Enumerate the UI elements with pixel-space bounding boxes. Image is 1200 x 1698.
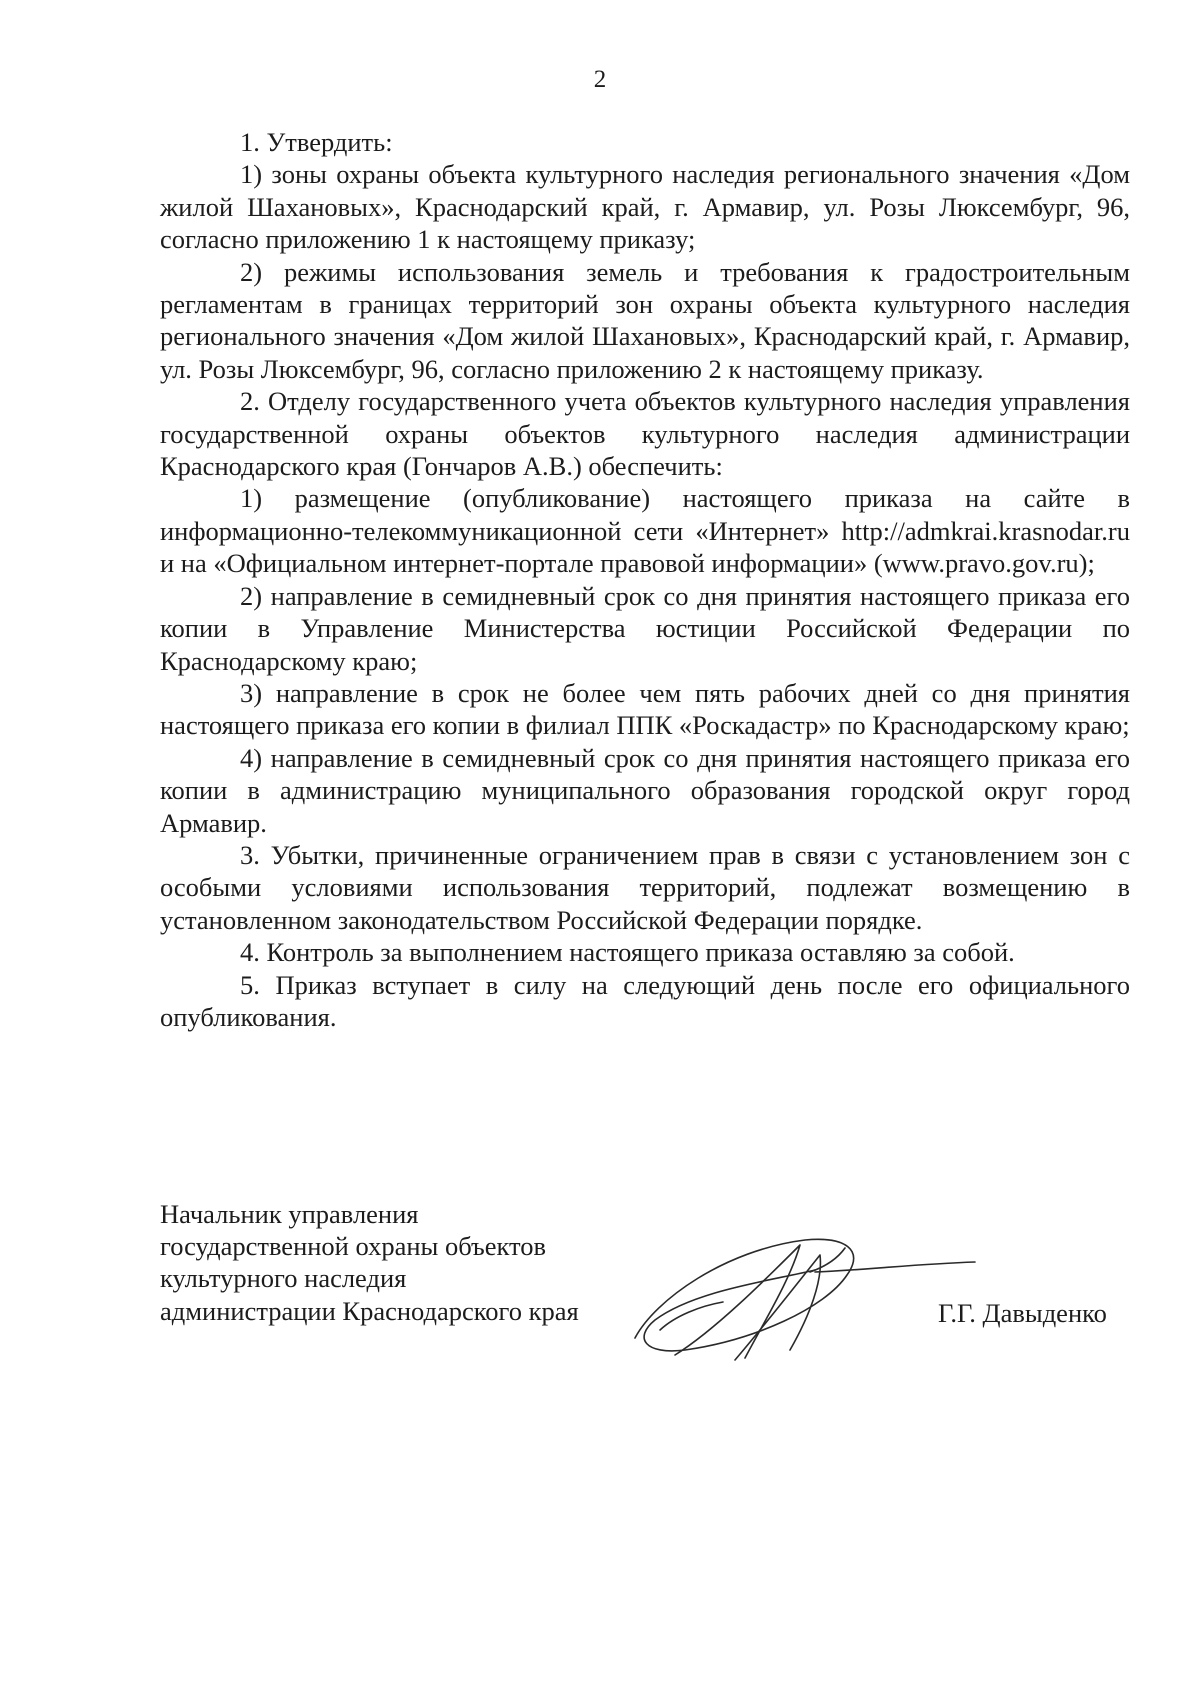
signer-position-line: государственной охраны объектов <box>160 1231 547 1262</box>
handwritten-signature <box>615 1220 985 1370</box>
paragraph-effective: 5. Приказ вступает в силу на следующий день после его официального опубликования. <box>160 969 1130 1032</box>
paragraph-duty-4: 4) направление в семидневный срок со дня принятия настоящего приказа его копии в администрацию муниципального образования городской округ город Армавир. <box>160 742 1130 838</box>
signer-position-line: Начальник управления <box>160 1199 419 1229</box>
paragraph-duty-1: 1) размещение (опубликование) настоящего приказа на сайте в информационно-телекоммуникационной сети «Интернет» http://admkrai.krasnodar.ru и на «Официальном интернет-портале правовой информации» (www.pravo.gov.ru); <box>160 483 1130 579</box>
paragraph-approve-item-1: 1) зоны охраны объекта культурного наследия регионального значения «Дом жилой Шахановых», Краснодарский край, г. Армавир, ул. Розы Люксембург, 96, согласно приложению 1 к настоящему приказу; <box>160 159 1130 255</box>
signer-name: Г.Г. Давыденко <box>938 1298 1107 1328</box>
paragraph-losses: 3. Убытки, причиненные ограничением прав в связи с установлением зон с особыми условиями использования территорий, подлежат возмещению в установленном законодательством Российской Федерации порядке. <box>160 839 1130 935</box>
paragraph-duty-2: 2) направление в семидневный срок со дня принятия настоящего приказа его копии в Управление Министерства юстиции Российской Федерации по Краснодарскому краю; <box>160 580 1130 676</box>
document-body <box>160 126 1130 1033</box>
page-number: 2 <box>593 66 607 93</box>
signer-position-line: культурного наследия <box>160 1263 407 1294</box>
paragraph-control: 4. Контроль за выполнением настоящего приказа оставляю за собой. <box>240 937 1015 968</box>
paragraph-department-duties: 2. Отделу государственного учета объектов культурного наследия управления государственной охраны объектов культурного наследия администрации Краснодарского края (Гончаров А.В.) обеспечить: <box>160 386 1130 482</box>
paragraph-approve: 1. Утвердить: <box>240 127 393 157</box>
paragraph-approve-item-2: 2) режимы использования земель и требования к градостроительным регламентам в границах территорий зон охраны объекта культурного наследия регионального значения «Дом жилой Шахановых», Краснодарский край, г. Армавир, ул. Розы Люксембург, 96, согласно приложению 2 к настоящему приказу. <box>160 256 1130 384</box>
signer-position <box>160 1198 579 1327</box>
signer-position-line: администрации Краснодарского края <box>160 1295 579 1326</box>
paragraph-duty-3: 3) направление в срок не более чем пять рабочих дней со дня принятия настоящего приказа его копии в филиал ППК «Роскадастр» по Краснодарскому краю; <box>160 677 1130 741</box>
